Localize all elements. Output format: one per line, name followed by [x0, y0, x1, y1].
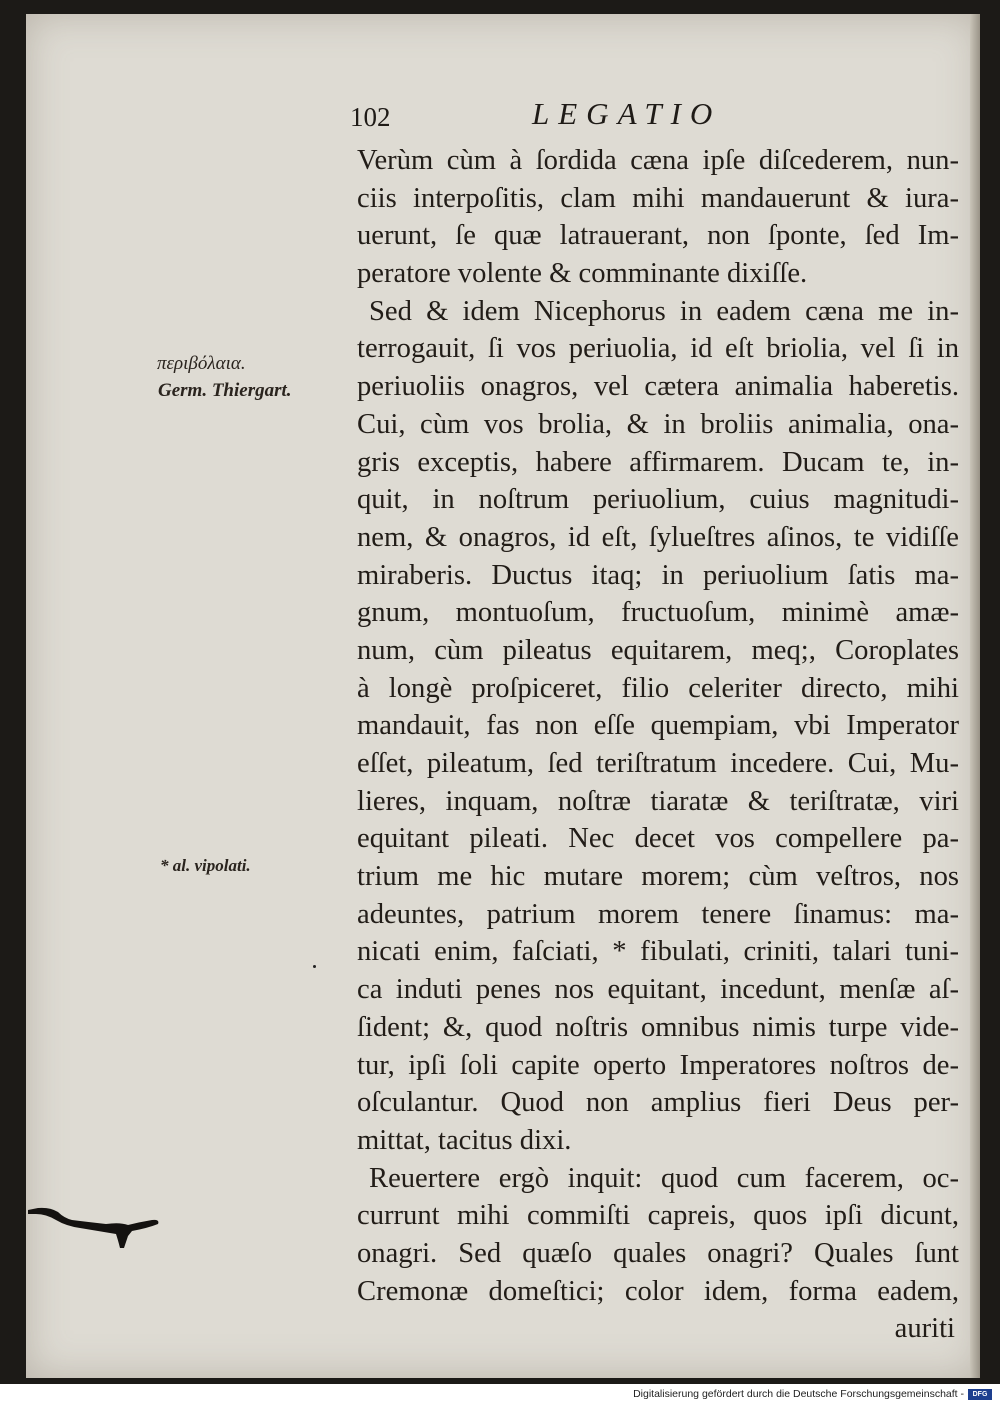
- ink-blot: [28, 1198, 168, 1258]
- dfg-logo: DFG: [968, 1389, 992, 1400]
- text-line: à longè proſpiceret, filio celeriter directo, mihi: [357, 672, 959, 704]
- text-line: Verùm cùm à ſordida cæna ipſe diſcederem, nun-: [357, 145, 959, 176]
- digitization-footer: [0, 1386, 1000, 1404]
- text-line: gnum, montuoſum, fructuoſum, minimè amæ-: [357, 597, 959, 629]
- catchword: auriti: [894, 1313, 955, 1345]
- text-line: ca induti penes nos equitant, incedunt, menſæ aſ-: [357, 974, 959, 1006]
- running-title: LEGATIO: [532, 96, 722, 131]
- text-line: trium me hic mutare morem; cùm veſtros, nos: [357, 861, 959, 893]
- text-line: currunt mihi commiſti capreis, quos ipſi dicunt,: [357, 1200, 959, 1232]
- text-line: mittat, tacitus dixi.: [357, 1124, 572, 1156]
- text-line: Cremonæ domeſtici; color idem, forma eadem,: [357, 1275, 959, 1307]
- text-line: Reuertere ergò inquit: quod cum facerem, oc-: [369, 1162, 959, 1194]
- text-line: miraberis. Ductus itaq; in periuolium ſatis ma-: [357, 559, 959, 591]
- footer-credit-text: Digitalisierung gefördert durch die Deutsche Forschungsgemeinschaft -: [633, 1388, 964, 1400]
- marginal-note-german: Germ. Thiergart.: [158, 380, 292, 401]
- text-line: tur, ipſi ſoli capite operto Imperatores noſtros de-: [357, 1049, 959, 1081]
- text-line: lieres, inquam, noſtræ tiaratæ & teriſtratæ, viri: [357, 785, 959, 817]
- marginal-note-greek: περιβόλαια.: [157, 353, 246, 374]
- text-line: oſculantur. Quod non amplius fieri Deus per-: [357, 1087, 959, 1119]
- text-line: nicati enim, faſciati, * fibulati, criniti, talari tuni-: [357, 936, 959, 968]
- text-line: peratore volente & comminante dixiſſe.: [357, 258, 808, 290]
- page-edge: [970, 14, 980, 1378]
- text-line: Sed & idem Nicephorus in eadem cæna me in-: [369, 295, 959, 327]
- text-line: adeuntes, patrium morem tenere ſinamus: ma-: [357, 898, 959, 930]
- text-line: periuoliis onagros, vel cætera animalia haberetis.: [357, 371, 959, 403]
- text-line: uerunt, ſe quæ latrauerant, non ſponte, ſed Im-: [357, 220, 959, 252]
- running-head: [322, 96, 942, 140]
- text-line: terrogauit, ſi vos periuolia, id eſt briolia, vel ſi in: [357, 333, 959, 365]
- text-line: Cui, cùm vos brolia, & in broliis animalia, ona-: [357, 408, 959, 440]
- text-line: ciis interpoſitis, clam mihi mandauerunt & iura-: [357, 182, 959, 214]
- text-line: ſident; &, quod noſtris omnibus nimis turpe vide-: [357, 1011, 959, 1043]
- text-line: num, cùm pileatus equitarem, meq;, Coroplates: [357, 634, 959, 666]
- text-line: eſſet, pileatum, ſed teriſtratum incedere. Cui, Mu-: [357, 748, 959, 779]
- page-number: 102: [350, 102, 391, 132]
- text-line: gris exceptis, habere affirmarem. Ducam te, in-: [357, 446, 959, 478]
- text-line: mandauit, fas non eſſe quempiam, vbi Imperator: [357, 710, 959, 742]
- ink-speck: [313, 965, 316, 968]
- text-line: equitant pileati. Nec decet vos compellere pa-: [357, 823, 959, 855]
- text-line: quit, in noſtrum periuolium, cuius magnitudi-: [357, 484, 959, 516]
- text-line: onagri. Sed quæſo quales onagri? Quales ſunt: [357, 1237, 959, 1269]
- marginal-note-variant: * al. vipolati.: [160, 856, 251, 875]
- main-text: [357, 142, 959, 1348]
- text-line: nem, & onagros, id eſt, ſylueſtres aſinos, te vidiſſe: [357, 521, 959, 553]
